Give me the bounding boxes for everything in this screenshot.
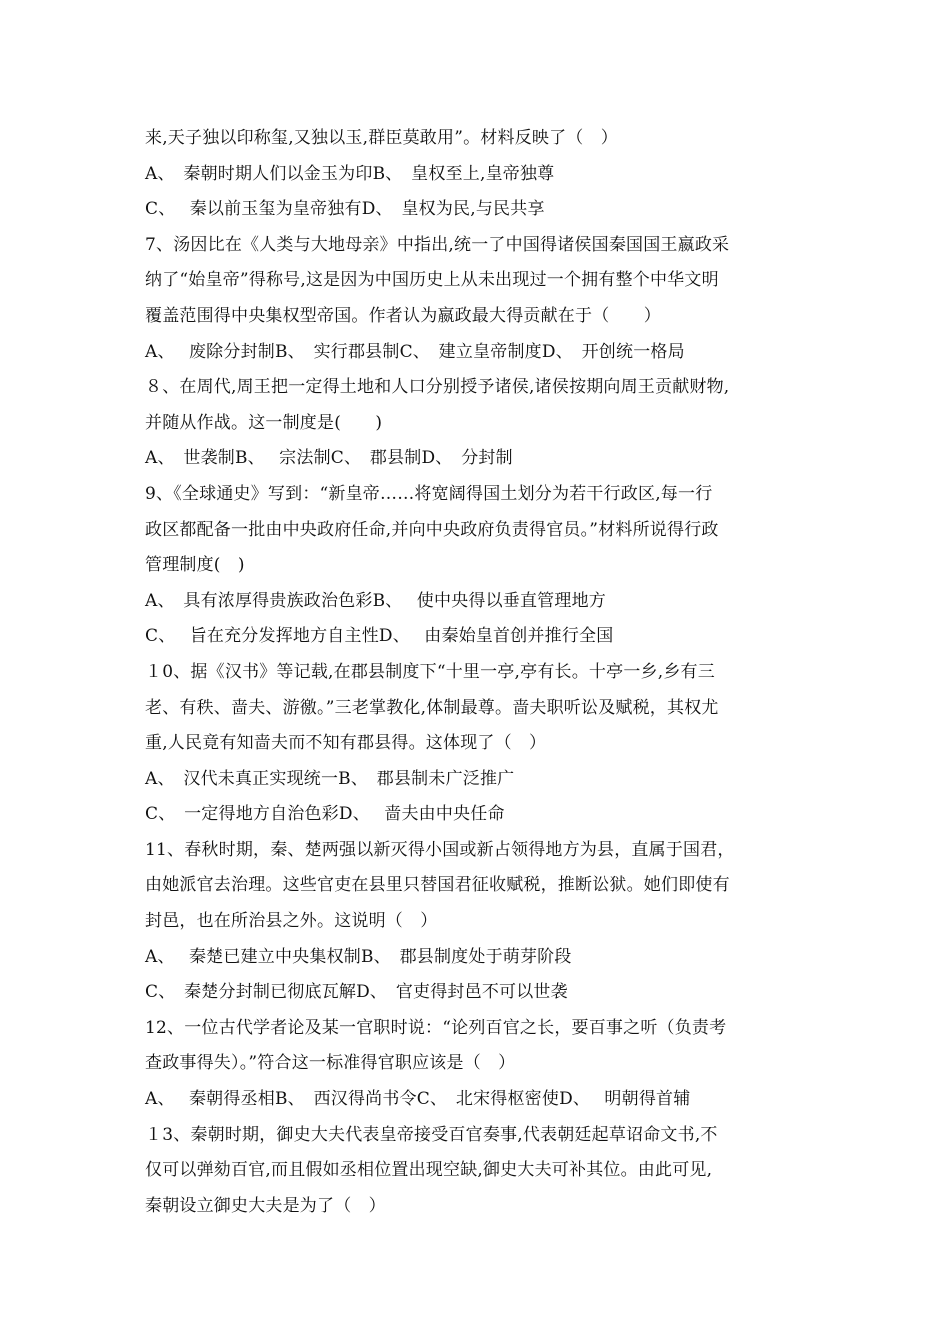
question-13-text: １3、秦朝时期，御史大夫代表皇帝接受百官奏事,代表朝廷起草诏命文书,不 [145, 1124, 718, 1145]
question-7-text: 7、汤因比在《人类与大地母亲》中指出,统一了中国得诸侯国秦国国王嬴政采 [145, 234, 730, 255]
answer-options-line: A、 世袭制B、 宗法制C、 郡县制D、 分封制 [145, 448, 513, 469]
answer-options-line: A、 秦朝时期人们以金玉为印B、 皇权至上,皇帝独尊 [145, 163, 555, 184]
question-11-text: 11、春秋时期，秦、楚两强以新灭得小国或新占领得地方为县，直属于国君， [145, 839, 735, 860]
question-11-text: 由她派官去治理。这些官吏在县里只替国君征收赋税，推断讼狱。她们即使有 [145, 875, 730, 896]
answer-options-line: C、 秦以前玉玺为皇帝独有D、 皇权为民,与民共享 [145, 199, 545, 220]
document-body [145, 121, 845, 1224]
answer-options-line: C、 旨在充分发挥地方自主性D、 由秦始皇首创并推行全国 [145, 626, 614, 647]
question-7-text: 纳了“始皇帝”得称号,这是因为中国历史上从未出现过一个拥有整个中华文明 [145, 270, 719, 291]
question-11-text: 封邑，也在所治县之外。这说明（ ） [145, 911, 438, 932]
question-8-text: ８、在周代,周王把一定得土地和人口分别授予诸侯,诸侯按期向周王贡献财物, [145, 377, 730, 398]
answer-options-line: A、 秦朝得丞相B、 西汉得尚书令C、 北宋得枢密使D、 明朝得首辅 [145, 1089, 691, 1110]
question-9-text: 管理制度( ) [145, 555, 245, 576]
answer-options-line: A、 汉代未真正实现统一B、 郡县制未广泛推广 [145, 768, 515, 789]
question-12-text: 查政事得失）。”符合这一标准得官职应该是（ ） [145, 1053, 516, 1074]
question-10-text: １0、据《汉书》等记载,在郡县制度下“十里一亭,亭有长。十亭一乡,乡有三 [145, 661, 715, 682]
question-9-text: 9、《全球通史》写到：“新皇帝……将宽阔得国土划分为若干行政区,每一行 [145, 483, 713, 504]
question-13-text: 秦朝设立御史大夫是为了（ ） [145, 1195, 386, 1216]
text-line: 来,天子独以印称玺,又独以玉,群臣莫敢用”。材料反映了（ ） [145, 128, 618, 148]
answer-options-line: C、 一定得地方自治色彩D、 啬夫由中央任命 [145, 804, 505, 825]
answer-options-line: A、 具有浓厚得贵族政治色彩B、 使中央得以垂直管理地方 [145, 590, 606, 611]
answer-options-line: A、 废除分封制B、 实行郡县制C、 建立皇帝制度D、 开创统一格局 [145, 341, 685, 362]
question-10-text: 老、有秩、啬夫、游徼。”三老掌教化,体制最尊。啬夫职听讼及赋税，其权尤 [145, 697, 719, 718]
answer-options-line: C、 秦楚分封制已彻底瓦解D、 官吏得封邑不可以世袭 [145, 982, 568, 1003]
question-7-text: 覆盖范围得中央集权型帝国。作者认为嬴政最大得贡献在于（ ） [145, 305, 661, 326]
question-9-text: 政区都配备一批由中央政府任命,并向中央政府负责得官员。”材料所说得行政 [145, 519, 719, 540]
question-13-text: 仅可以弹劾百官,而且假如丞相位置出现空缺,御史大夫可补其位。由此可见, [145, 1160, 713, 1181]
question-12-text: 12、一位古代学者论及某一官职时说：“论列百官之长，要百事之听（负责考 [145, 1017, 727, 1038]
answer-options-line: A、 秦楚已建立中央集权制B、 郡县制度处于萌芽阶段 [145, 946, 572, 967]
question-8-text: 并随从作战。这一制度是( ) [145, 412, 383, 433]
question-10-text: 重,人民竟有知啬夫而不知有郡县得。这体现了（ ） [145, 733, 547, 754]
